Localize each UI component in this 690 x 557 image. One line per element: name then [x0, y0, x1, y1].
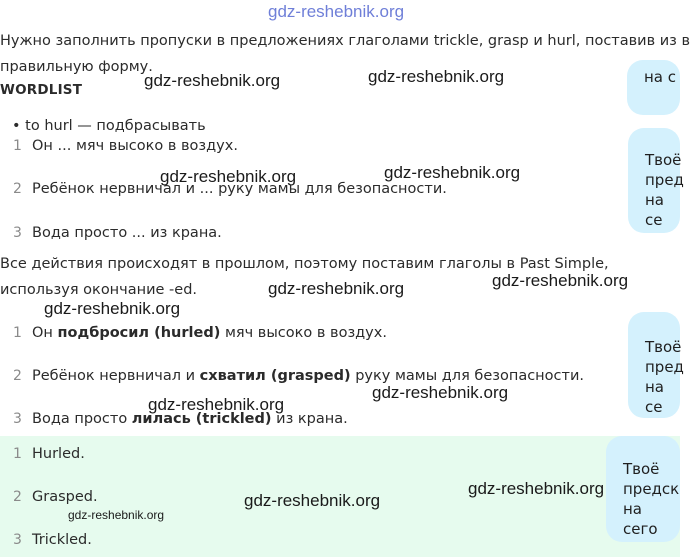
prediction-bubble[interactable]: [628, 312, 684, 418]
wordlist-item-clipped: [0, 117, 240, 134]
answer-number: 1: [13, 446, 22, 462]
bubble-text: Твоё: [645, 338, 682, 356]
solution-prefix: Ребёнок нервничал и: [32, 368, 200, 384]
solution-prefix: Он: [32, 325, 58, 341]
solution-bold: лилась (trickled): [131, 411, 272, 427]
watermark: gdz-reshebnik.org: [372, 383, 509, 402]
solution-bold: схватил (grasped): [199, 368, 351, 384]
solution-suffix: из крана.: [271, 411, 348, 427]
task-text-line-2: правильную форму.: [0, 59, 153, 75]
answer-text: Trickled.: [32, 532, 92, 548]
watermark: gdz-reshebnik.org: [148, 395, 285, 414]
bubble-text: на се: [645, 378, 664, 416]
answer-number: 2: [13, 489, 22, 505]
question-text: Вода просто ... из крана.: [32, 225, 222, 241]
solution-number: 2: [13, 368, 22, 384]
answer-text: Hurled.: [32, 446, 85, 462]
solution-text: [32, 325, 387, 341]
solution-suffix: руку мамы для безопасности.: [350, 368, 584, 384]
bubble-text: Твоё: [645, 151, 682, 169]
watermark-top: gdz-reshebnik.org: [268, 2, 405, 21]
question-text: Он ... мяч высоко в воздух.: [32, 138, 238, 154]
question-number: 2: [13, 181, 22, 197]
answer-number: 3: [13, 532, 22, 548]
watermark: gdz-reshebnik.org: [44, 299, 181, 318]
task-text-line-1: Нужно заполнить пропуски в предложениях глаголами trickle, grasp и hurl, поставив из в: [0, 33, 690, 49]
explanation-line-1: Все действия происходят в прошлом, поэтому поставим глаголы в Past Simple,: [0, 256, 609, 272]
watermark: gdz-reshebnik.org: [384, 163, 521, 182]
bubble-text: предск: [623, 480, 680, 498]
wordlist-item-text: • to hurl — подбрасывать: [12, 118, 206, 134]
explanation-line-2: используя окончание -ed.: [0, 282, 198, 298]
solution-bold: подбросил (hurled): [57, 325, 221, 341]
watermark: gdz-reshebnik.org: [160, 167, 297, 186]
question-text: Ребёнок нервничал и ... руку мамы для безопасности.: [32, 181, 447, 197]
bubble-text: Твоё: [623, 460, 660, 478]
watermark: gdz-reshebnik.org: [492, 271, 629, 290]
watermark: gdz-reshebnik.org: [268, 279, 405, 298]
solution-prefix: Вода просто: [32, 411, 132, 427]
watermark: gdz-reshebnik.org: [68, 508, 165, 522]
watermark: gdz-reshebnik.org: [368, 67, 505, 86]
question-number: 1: [13, 138, 22, 154]
question-number: 3: [13, 225, 22, 241]
bubble-text: на се: [645, 191, 664, 229]
solution-suffix: мяч высоко в воздух.: [220, 325, 387, 341]
bubble-text: пред: [645, 171, 684, 189]
prediction-bubble[interactable]: [628, 128, 684, 233]
solution-number: 1: [13, 325, 22, 341]
watermark: gdz-reshebnik.org: [244, 491, 381, 510]
bubble-text: на с: [644, 68, 677, 86]
bubble-text: пред: [645, 358, 684, 376]
prediction-bubble[interactable]: [627, 60, 680, 115]
watermark: gdz-reshebnik.org: [144, 71, 281, 90]
prediction-bubble[interactable]: [606, 436, 680, 542]
wordlist-heading: WORDLIST: [0, 82, 83, 98]
watermark: gdz-reshebnik.org: [468, 479, 605, 498]
bubble-text: на сего: [623, 500, 658, 538]
answer-text: Grasped.: [32, 489, 98, 505]
solution-number: 3: [13, 411, 22, 427]
solution-text: [32, 368, 584, 384]
